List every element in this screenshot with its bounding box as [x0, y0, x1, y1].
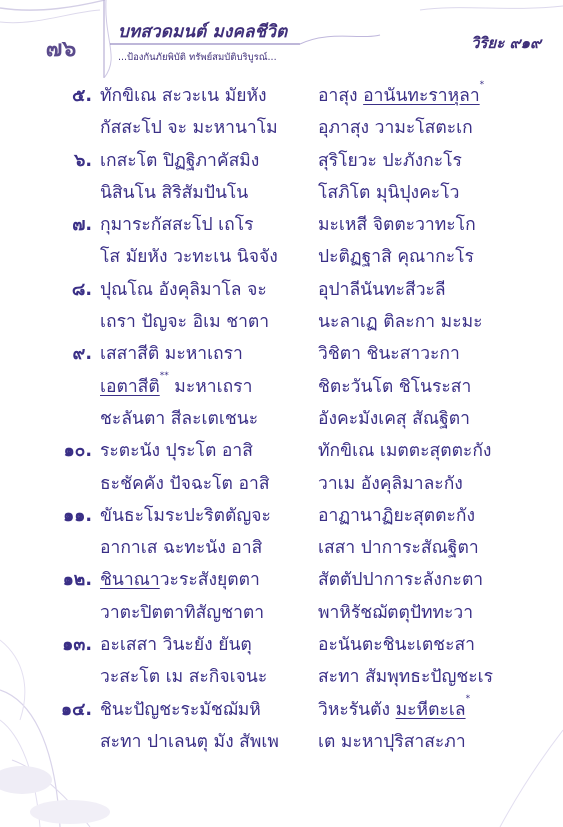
verse-text: ชินะปัญชะระมัชฌัมหิ: [100, 699, 261, 720]
verse-right-half: [318, 241, 474, 273]
verse-text: วาเม อังคุลิมาละกัง: [318, 473, 463, 494]
verse-line: [0, 112, 563, 144]
verse-text: นิสินโน สิริสัมปันโน: [100, 182, 249, 203]
section-label: วิริยะ ๙๑๙: [470, 34, 541, 52]
verse-text: อุภาสุง วามะโสตะเก: [318, 118, 473, 139]
page-header: [0, 0, 563, 78]
verse-right-half: [318, 629, 475, 661]
verse-left-half: [100, 597, 264, 629]
verse-number: ๙.: [72, 344, 92, 365]
verse-text: พาหิรัชฌัตตุปัททะวา: [318, 602, 474, 623]
verse-line: [0, 629, 563, 661]
verse-line: [0, 468, 563, 500]
verse-line: [0, 532, 563, 564]
verse-line: [0, 435, 563, 467]
verse-left-half: [100, 241, 278, 273]
verse-line: [0, 564, 563, 596]
verse-left-half: [100, 661, 267, 693]
verse-line: [0, 371, 563, 403]
verse-text: ทักขิเณ เมตตะสุตตะกัง: [318, 441, 492, 462]
page-subtitle: ...ป้องกันภัยพิบัติ ทรัพย์สมบัติบริบูรณ์...: [118, 52, 277, 63]
verse-line: [0, 274, 563, 306]
verse-line: [0, 209, 563, 241]
verse-text: อาฏานาฏิยะสุตตะกัง: [318, 505, 476, 526]
verse-line: [0, 694, 563, 726]
verse-left-half: [100, 629, 252, 661]
verse-number: ๖.: [74, 150, 92, 171]
verse-text: วิหะรันตัง: [318, 699, 396, 720]
verse-left-half: [100, 177, 248, 209]
verse-right-half: [318, 661, 493, 693]
verse-line: [0, 80, 563, 112]
page-title: บทสวดมนต์ มงคลชีวิต: [118, 22, 288, 42]
verse-left-half: [100, 145, 259, 177]
verse-number: ๑๒.: [62, 570, 92, 591]
verse-text: นะลาเฏ ติละกา มะมะ: [318, 312, 483, 333]
verse-left-half: [100, 338, 243, 370]
verse-left-half: [100, 500, 271, 532]
verse-text: ปุณโณ อังคุลิมาโล จะ: [100, 279, 267, 300]
verse-right-half: [318, 371, 471, 403]
verse-text: กุมาระกัสสะโป เถโร: [100, 215, 254, 236]
verse-left-half: [100, 532, 262, 564]
verse-text: ชิตะวันโต ชิโนระสา: [318, 376, 472, 397]
verse-text: มะหีตะเล: [395, 699, 466, 720]
verse-text: วาตะปิตตาทิสัญชาตา: [100, 602, 265, 623]
verse-right-half: [318, 209, 476, 241]
verse-text: ชะลันตา สีละเตเชนะ: [100, 408, 259, 429]
verse-text: ทักขิเณ สะวะเน มัยหัง: [100, 86, 267, 106]
verse-line: [0, 306, 563, 338]
verse-left-half: [100, 403, 258, 435]
verse-list: [0, 80, 563, 758]
verse-text: อุปาลีนันทะสีวะลี: [318, 279, 446, 300]
verse-right-half: [318, 532, 479, 564]
verse-text: กัสสะโป จะ มะหานาโม: [100, 118, 278, 139]
verse-text: อังคะมังเคสุ สัณฐิตา: [318, 408, 470, 429]
verse-text: เสสา ปาการะสัณฐิตา: [318, 538, 479, 559]
verse-text: ระตะนัง ปุระโต อาสิ: [100, 441, 253, 462]
verse-text: เสสาสีติ มะหาเถรา: [100, 344, 243, 365]
verse-right-half: [318, 468, 463, 500]
verse-text: มะหาเถรา: [168, 376, 253, 397]
verse-line: [0, 338, 563, 370]
verse-text: เกสะโต ปิฏฐิภาคัสมิง: [100, 150, 260, 171]
verse-text: อากาเส ฉะทะนัง อาสิ: [100, 538, 263, 559]
verse-text: อาสุง: [318, 86, 364, 106]
verse-text: อะนันตะชินะเตชะสา: [318, 635, 475, 656]
verse-text: โส มัยหัง วะทะเน นิจจัง: [100, 247, 278, 268]
verse-left-half: [100, 274, 267, 306]
verse-text: สะทา ปาเลนตุ มัง สัพเพ: [100, 731, 279, 752]
verse-line: [0, 726, 563, 758]
verse-line: [0, 177, 563, 209]
verse-right-half: [318, 435, 491, 467]
verse-left-half: [100, 564, 260, 596]
verse-text: อะเสสา วินะยัง ยันตุ: [100, 635, 252, 656]
verse-right-half: [318, 726, 466, 758]
verse-text: เต มะหาปุริสาสะภา: [318, 731, 466, 752]
verse-text: วะระสังยุตตา: [159, 570, 260, 591]
verse-line: [0, 500, 563, 532]
page-number: ๗๖: [45, 37, 77, 62]
verse-text: เถรา ปัญจะ อิเม ชาตา: [100, 312, 270, 333]
verse-right-half: [318, 274, 446, 306]
verse-text: ปะติฏฐาสิ คุณากะโร: [318, 247, 474, 268]
verse-left-half: [100, 80, 267, 112]
verse-text: อานันทะราหุลา: [363, 86, 480, 106]
verse-right-half: [318, 564, 483, 596]
verse-text: สะทา สัมพุทธะปัญชะเร: [318, 667, 494, 688]
footnote-mark: *: [465, 693, 471, 704]
verse-number: ๑๓.: [62, 635, 92, 656]
verse-line: [0, 597, 563, 629]
verse-left-half: [100, 694, 261, 726]
verse-right-half: [318, 694, 470, 726]
verse-number: ๑๔.: [60, 699, 92, 720]
verse-line: [0, 145, 563, 177]
verse-number: ๕.: [72, 86, 92, 106]
verse-text: มะเหสี จิตตะวาทะโก: [318, 215, 476, 236]
verse-number: ๑๑.: [63, 505, 92, 526]
verse-right-half: [318, 403, 470, 435]
verse-number: ๑๐.: [63, 441, 92, 462]
verse-text: โสภิโต มุนิปุงคะโว: [318, 182, 460, 203]
verse-line: [0, 241, 563, 273]
verse-number: ๘.: [71, 279, 92, 300]
verse-right-half: [318, 177, 459, 209]
verse-line: [0, 661, 563, 693]
verse-left-half: [100, 468, 270, 500]
verse-left-half: [100, 306, 269, 338]
verse-right-half: [318, 80, 484, 112]
verse-text: สัตตัปปาการะลังกะตา: [318, 570, 484, 591]
footnote-mark: **: [159, 370, 169, 381]
verse-right-half: [318, 145, 462, 177]
verse-left-half: [100, 112, 278, 144]
verse-line: [0, 403, 563, 435]
verse-text: ชินาณา: [100, 570, 160, 591]
verse-text: วิชิตา ชินะสาวะกา: [318, 344, 460, 365]
verse-left-half: [100, 209, 254, 241]
verse-text: วะสะโต เม สะกิจเจนะ: [100, 667, 268, 688]
verse-text: ธะชัคคัง ปัจฉะโต อาสิ: [100, 473, 270, 494]
footnote-mark: *: [479, 80, 485, 90]
verse-left-half: [100, 726, 279, 758]
verse-right-half: [318, 112, 473, 144]
verse-text: สุริโยวะ ปะภังกะโร: [318, 150, 462, 171]
verse-left-half: [100, 371, 252, 403]
verse-text: เอตาสีติ: [100, 376, 160, 397]
verse-text: ขันธะโมระปะริตตัญจะ: [100, 505, 271, 526]
verse-right-half: [318, 306, 483, 338]
verse-right-half: [318, 338, 460, 370]
verse-number: ๗.: [72, 215, 92, 236]
verse-right-half: [318, 500, 475, 532]
verse-left-half: [100, 435, 253, 467]
verse-right-half: [318, 597, 473, 629]
